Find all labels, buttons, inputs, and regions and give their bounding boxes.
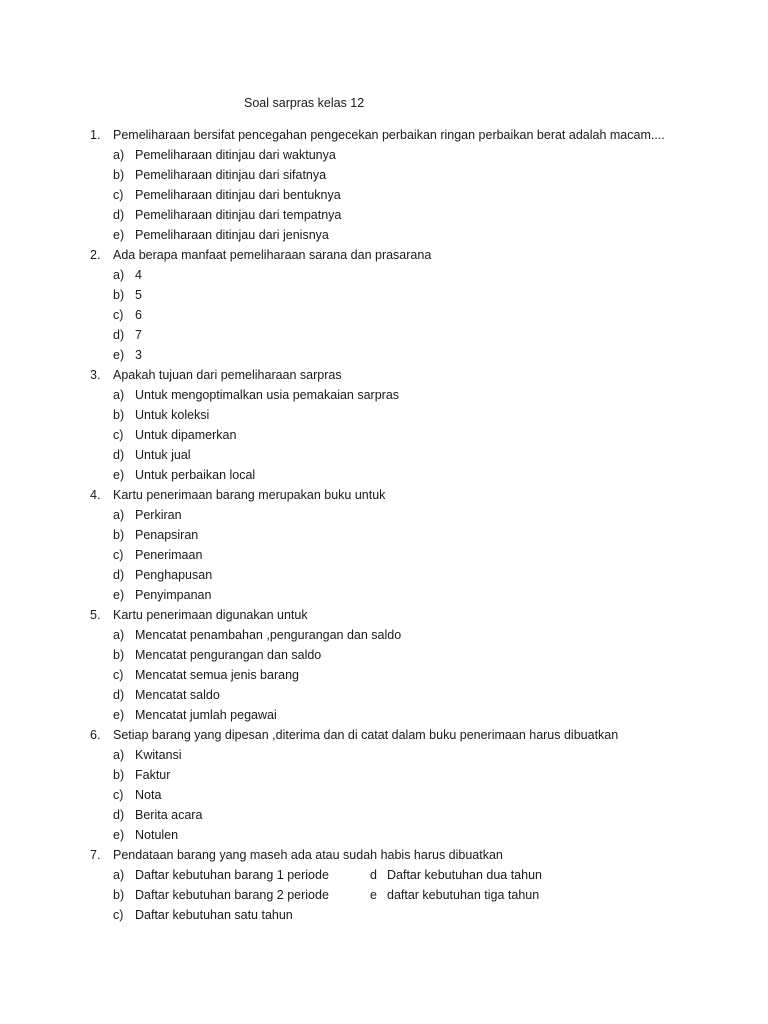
option-row <box>0 427 768 447</box>
option-row <box>0 167 768 187</box>
option-letter: c) <box>113 908 124 922</box>
question-text: Ada berapa manfaat pemeliharaan sarana dan prasarana <box>113 248 432 262</box>
question-5 <box>0 607 768 727</box>
option-letter: a) <box>113 268 125 282</box>
question-number: 4. <box>90 488 101 502</box>
option-row <box>0 587 768 607</box>
option-letter: d <box>370 868 377 882</box>
option-letter: b) <box>113 168 125 182</box>
option-row <box>0 507 768 527</box>
option-letter: b) <box>113 408 125 422</box>
question-text: Apakah tujuan dari pemeliharaan sarpras <box>113 368 342 382</box>
option-letter: d) <box>113 328 125 342</box>
option-text: Untuk jual <box>135 448 191 462</box>
option-text: Pemeliharaan ditinjau dari jenisnya <box>135 228 329 242</box>
option-letter: c) <box>113 308 124 322</box>
question-list <box>0 127 768 927</box>
option-text: Mencatat semua jenis barang <box>135 668 299 682</box>
option-row <box>0 807 768 827</box>
option-letter: d) <box>113 208 125 222</box>
option-text: 5 <box>135 288 142 302</box>
option-text: Mencatat jumlah pegawai <box>135 708 277 722</box>
option-letter: c) <box>113 668 124 682</box>
option-row <box>0 667 768 687</box>
option-letter: e) <box>113 588 125 602</box>
option-row <box>0 307 768 327</box>
option-text: Notulen <box>135 828 179 842</box>
question-line <box>0 607 768 627</box>
option-row <box>0 787 768 807</box>
option-row <box>0 887 768 907</box>
option-text: 4 <box>135 268 142 282</box>
option-text: Untuk mengoptimalkan usia pemakaian sarpras <box>135 388 400 402</box>
option-text: Daftar kebutuhan barang 1 periode <box>135 868 329 882</box>
document-title: Soal sarpras kelas 12 <box>244 96 365 110</box>
option-text: 6 <box>135 308 142 322</box>
question-text: Setiap barang yang dipesan ,diterima dan di catat dalam buku penerimaan harus dibuatkan <box>113 728 619 742</box>
question-4 <box>0 487 768 607</box>
option-text: Perkiran <box>135 508 182 522</box>
option-row <box>0 147 768 167</box>
option-text: Pemeliharaan ditinjau dari sifatnya <box>135 168 327 182</box>
option-letter: b) <box>113 528 125 542</box>
option-letter: a) <box>113 868 125 882</box>
option-text: Untuk dipamerkan <box>135 428 237 442</box>
option-letter: e) <box>113 828 125 842</box>
question-text: Pendataan barang yang maseh ada atau sudah habis harus dibuatkan <box>113 848 503 862</box>
option-text: Mencatat pengurangan dan saldo <box>135 648 322 662</box>
option-letter: c) <box>113 548 124 562</box>
option-row <box>0 327 768 347</box>
option-letter: e) <box>113 468 125 482</box>
option-letter: b) <box>113 288 125 302</box>
option-letter: e) <box>113 228 125 242</box>
option-letter: c) <box>113 428 124 442</box>
option-row <box>0 907 768 927</box>
option-text: Penghapusan <box>135 568 213 582</box>
option-row <box>0 687 768 707</box>
option-text: Kwitansi <box>135 748 182 762</box>
option-text: 7 <box>135 328 142 342</box>
option-row <box>0 387 768 407</box>
option-row <box>0 747 768 767</box>
option-letter: a) <box>113 148 125 162</box>
question-line <box>0 487 768 507</box>
option-row <box>0 207 768 227</box>
option-letter: a) <box>113 628 125 642</box>
option-letter: d) <box>113 448 125 462</box>
option-row <box>0 467 768 487</box>
option-letter: d) <box>113 808 125 822</box>
question-line <box>0 727 768 747</box>
option-text: Mencatat saldo <box>135 688 220 702</box>
question-text: Kartu penerimaan barang merupakan buku untuk <box>113 488 386 502</box>
option-text: Berita acara <box>135 808 203 822</box>
question-1 <box>0 127 768 247</box>
option-text: Faktur <box>135 768 171 782</box>
option-text: Pemeliharaan ditinjau dari tempatnya <box>135 208 342 222</box>
question-number: 2. <box>90 248 101 262</box>
question-text: Pemeliharaan bersifat pencegahan pengecekan perbaikan ringan perbaikan berat adalah macam.... <box>113 128 665 142</box>
option-row <box>0 347 768 367</box>
option-text: Mencatat penambahan ,pengurangan dan saldo <box>135 628 402 642</box>
option-letter: c) <box>113 188 124 202</box>
question-2 <box>0 247 768 367</box>
option-row <box>0 227 768 247</box>
question-3 <box>0 367 768 487</box>
option-row <box>0 447 768 467</box>
option-row <box>0 527 768 547</box>
option-text: Penerimaan <box>135 548 203 562</box>
question-line <box>0 367 768 387</box>
option-letter: e) <box>113 348 125 362</box>
question-line <box>0 127 768 147</box>
option-letter: e) <box>113 708 125 722</box>
question-7 <box>0 847 768 927</box>
question-number: 3. <box>90 368 101 382</box>
option-text: 3 <box>135 348 142 362</box>
question-container <box>0 127 768 847</box>
option-text: Nota <box>135 788 162 802</box>
option-row <box>0 627 768 647</box>
option-letter: d) <box>113 688 125 702</box>
option-text: Daftar kebutuhan dua tahun <box>387 868 542 882</box>
option-letter: e <box>370 888 377 902</box>
question-line <box>0 247 768 267</box>
option-letter: c) <box>113 788 124 802</box>
question-line <box>0 847 768 867</box>
question-6 <box>0 727 768 847</box>
question-number: 6. <box>90 728 101 742</box>
option-letter: d) <box>113 568 125 582</box>
option-letter: b) <box>113 648 125 662</box>
option-row <box>0 287 768 307</box>
option-text: Pemeliharaan ditinjau dari bentuknya <box>135 188 341 202</box>
question-number: 1. <box>90 128 101 142</box>
option-row <box>0 767 768 787</box>
option-text: Pemeliharaan ditinjau dari waktunya <box>135 148 336 162</box>
option-letter: b) <box>113 768 125 782</box>
option-text: Untuk perbaikan local <box>135 468 256 482</box>
question-text: Kartu penerimaan digunakan untuk <box>113 608 308 622</box>
option-row <box>0 647 768 667</box>
option-text: Untuk koleksi <box>135 408 210 422</box>
option-text: Penyimpanan <box>135 588 212 602</box>
option-letter: a) <box>113 388 125 402</box>
option-text: daftar kebutuhan tiga tahun <box>387 888 540 902</box>
option-letter: a) <box>113 748 125 762</box>
option-row <box>0 547 768 567</box>
option-row <box>0 827 768 847</box>
option-text: Daftar kebutuhan satu tahun <box>135 908 293 922</box>
option-row <box>0 867 768 887</box>
option-text: Daftar kebutuhan barang 2 periode <box>135 888 329 902</box>
option-row <box>0 567 768 587</box>
question-number: 7. <box>90 848 101 862</box>
option-letter: a) <box>113 508 125 522</box>
option-row <box>0 407 768 427</box>
question-number: 5. <box>90 608 101 622</box>
option-text: Penapsiran <box>135 528 199 542</box>
option-row <box>0 707 768 727</box>
option-row <box>0 187 768 207</box>
option-row <box>0 267 768 287</box>
option-letter: b) <box>113 888 125 902</box>
